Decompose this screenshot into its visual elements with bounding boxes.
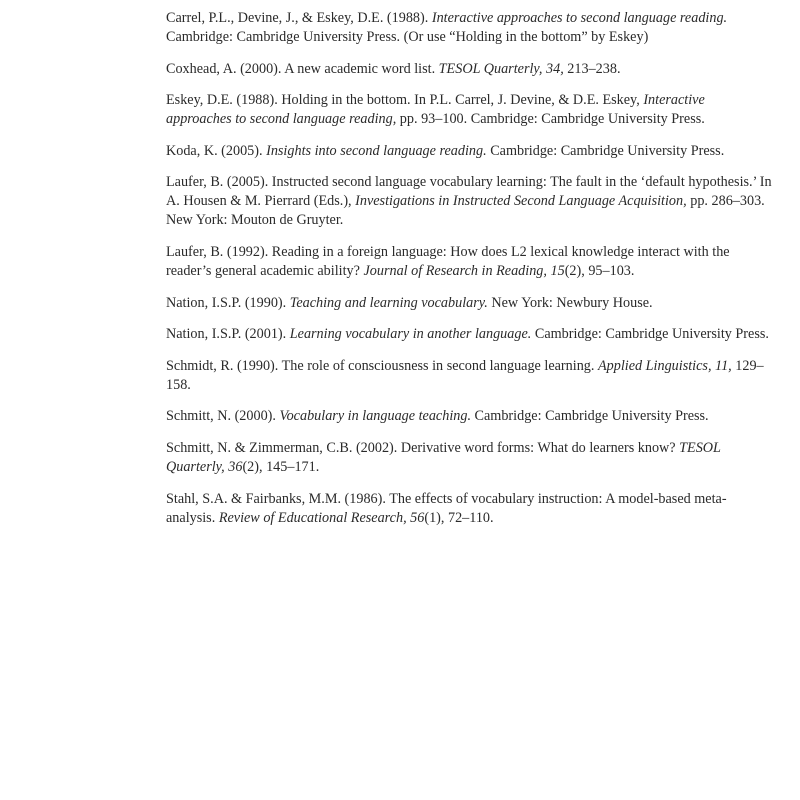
reference-text: New York: Newbury House. [487,294,653,311]
reference-text: Eskey, D.E. (1988). Holding in the bottom. In P.L. Carrel, J. Devine, & D.E. Eskey, [166,92,644,109]
reference-entry [166,60,772,79]
reference-title-italic: Applied Linguistics, 11, [597,357,732,374]
reference-text: Cambridge: Cambridge University Press. [531,326,769,343]
reference-entry [166,325,772,344]
reference-text: 129–158. [166,357,764,393]
reference-text: Cambridge: Cambridge University Press. (Or use “Holding in the bottom” by Eskey) [166,29,649,45]
reference-title-italic: Learning vocabulary in another language. [289,326,532,343]
reference-list [166,9,772,540]
reference-title-italic: TESOL Quarterly, 34, [438,60,564,77]
reference-text: Koda, K. (2005). [166,142,267,159]
reference-text: (2), 145–171. [242,458,320,475]
reference-text: 213–238. [563,60,621,77]
reference-entry [166,9,772,47]
reference-text: Nation, I.S.P. (2001). [166,326,290,343]
reference-entry [166,357,772,395]
reference-title-italic: Review of Educational Research, 56 [218,509,425,526]
reference-entry [166,91,772,129]
reference-text: Schmitt, N. (2000). [166,408,280,425]
reference-text: pp. 286–303. New York: Mouton de Gruyter. [166,193,765,229]
reference-text: Laufer, B. (2005). Instructed second language vocabulary learning: The fault in the ‘default hypothesis.’ In A. Housen & M. Pierrard (Eds.), [166,174,772,210]
reference-title-italic: Insights into second language reading. [266,142,487,159]
reference-text: Nation, I.S.P. (1990). [166,294,290,311]
reference-title-italic: TESOL Quarterly, 36 [166,439,721,475]
reference-text: Carrel, P.L., Devine, J., & Eskey, D.E. (1988). [166,10,432,26]
reference-text: Coxhead, A. (2000). A new academic word list. [166,60,439,77]
reference-entry [166,243,772,281]
reference-entry [166,142,772,161]
reference-text: pp. 93–100. Cambridge: Cambridge University Press. [396,111,705,128]
reference-text: Schmitt, N. & Zimmerman, C.B. (2002). Derivative word forms: What do learners know? [166,439,680,456]
reference-title-italic: Interactive approaches to second language reading. [431,10,728,26]
reference-title-italic: Journal of Research in Reading, 15 [363,262,565,279]
reference-title-italic: Vocabulary in language teaching. [279,408,471,425]
reference-text: Laufer, B. (1992). Reading in a foreign language: How does L2 lexical knowledge interact with the reader’s general academic ability? [166,243,730,279]
reference-title-italic: Teaching and learning vocabulary. [289,294,488,311]
reference-text: (2), 95–103. [564,262,635,279]
reference-entry [166,439,772,477]
reference-text: Schmidt, R. (1990). The role of consciousness in second language learning. [166,357,598,374]
reference-title-italic: Interactive approaches to second language reading, [166,92,705,128]
reference-entry [166,294,772,313]
reference-text: (1), 72–110. [424,509,494,526]
reference-text: Cambridge: Cambridge University Press. [486,142,725,159]
reference-entry [166,490,772,528]
reference-entry [166,407,772,426]
reference-title-italic: Investigations in Instructed Second Language Acquisition, [355,193,687,210]
reference-entry [166,173,772,230]
reference-text: Cambridge: Cambridge University Press. [471,408,709,425]
reference-text: Stahl, S.A. & Fairbanks, M.M. (1986). The effects of vocabulary instruction: A model-based meta-analysis. [166,490,727,526]
